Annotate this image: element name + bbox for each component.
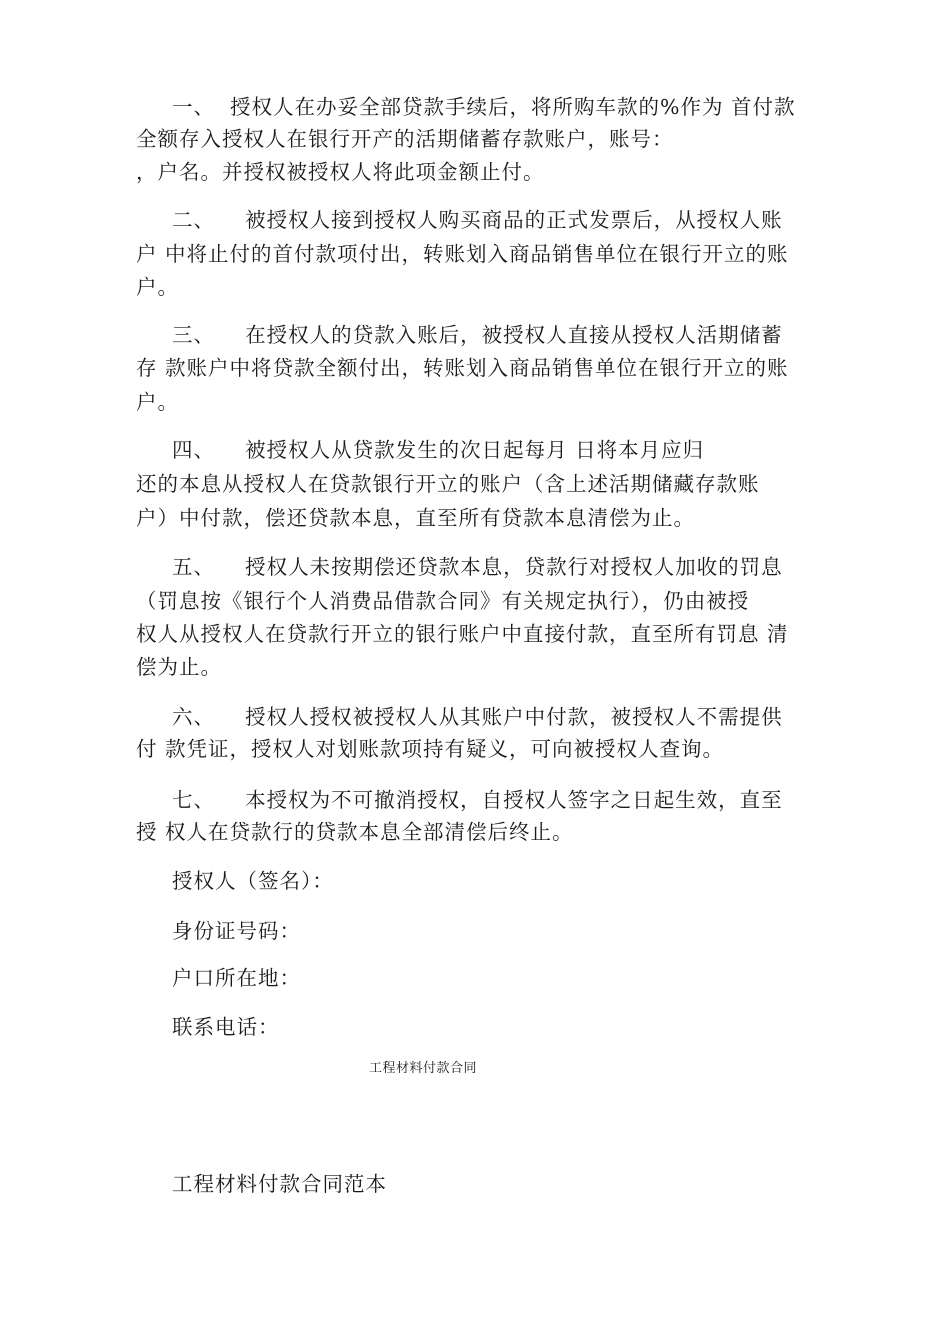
para-6-line-2: 付 款凭证，授权人对划账款项持有疑义，可向被授权人查询。 <box>136 737 725 761</box>
para-5-line-1: 五、 授权人未按期偿还贷款本息，贷款行对授权人加收的罚息 <box>172 555 783 579</box>
para-2-line-3: 户。 <box>136 275 179 299</box>
para-1-line-3: ，户名。并授权被授权人将此项金额止付。 <box>136 160 545 184</box>
next-document-title: 工程材料付款合同范本 <box>172 1172 387 1196</box>
signature-label: 授权人（签名）： <box>172 869 334 893</box>
para-5-line-3: 权人从授权人在贷款行开立的银行账户中直接付款，直至所有罚息 清 <box>136 622 789 646</box>
para-5-line-4: 偿为止。 <box>136 655 222 679</box>
para-1-line-2: 全额存入授权人在银行开产的活期储蓄存款账户，账号： <box>136 127 674 151</box>
id-number-label: 身份证号码： <box>172 919 301 943</box>
para-2-line-2: 户 中将止付的首付款项付出，转账划入商品销售单位在银行开立的账 <box>136 242 789 266</box>
para-1-line-1: 一、 授权人在办妥全部贷款手续后，将所购车款的%作为 首付款 <box>172 95 796 119</box>
para-4-line-2: 还的本息从授权人在贷款银行开立的账户（含上述活期储藏存款账 <box>136 472 760 496</box>
residence-label: 户口所在地： <box>172 966 301 990</box>
para-3-line-1: 三、 在授权人的贷款入账后，被授权人直接从授权人活期储蓄 <box>172 323 783 347</box>
footer-caption: 工程材料付款合同 <box>369 1061 478 1076</box>
para-4-line-3: 户）中付款，偿还贷款本息，直至所有贷款本息清偿为止。 <box>136 506 695 530</box>
para-4-line-1: 四、 被授权人从贷款发生的次日起每月 日将本月应归 <box>172 438 705 462</box>
para-2-line-1: 二、 被授权人接到授权人购买商品的正式发票后，从授权人账 <box>172 208 783 232</box>
para-7-line-2: 授 权人在贷款行的贷款本息全部清偿后终止。 <box>136 820 574 844</box>
para-3-line-3: 户。 <box>136 390 179 414</box>
para-3-line-2: 存 款账户中将贷款全额付出，转账划入商品销售单位在银行开立的账 <box>136 356 789 380</box>
para-6-line-1: 六、 授权人授权被授权人从其账户中付款，被授权人不需提供 <box>172 705 783 729</box>
phone-label: 联系电话： <box>172 1015 280 1039</box>
para-7-line-1: 七、 本授权为不可撤消授权，自授权人签字之日起生效，直至 <box>172 788 783 812</box>
para-5-line-2: （罚息按《银行个人消费品借款合同》有关规定执行），仍由被授 <box>136 589 750 613</box>
